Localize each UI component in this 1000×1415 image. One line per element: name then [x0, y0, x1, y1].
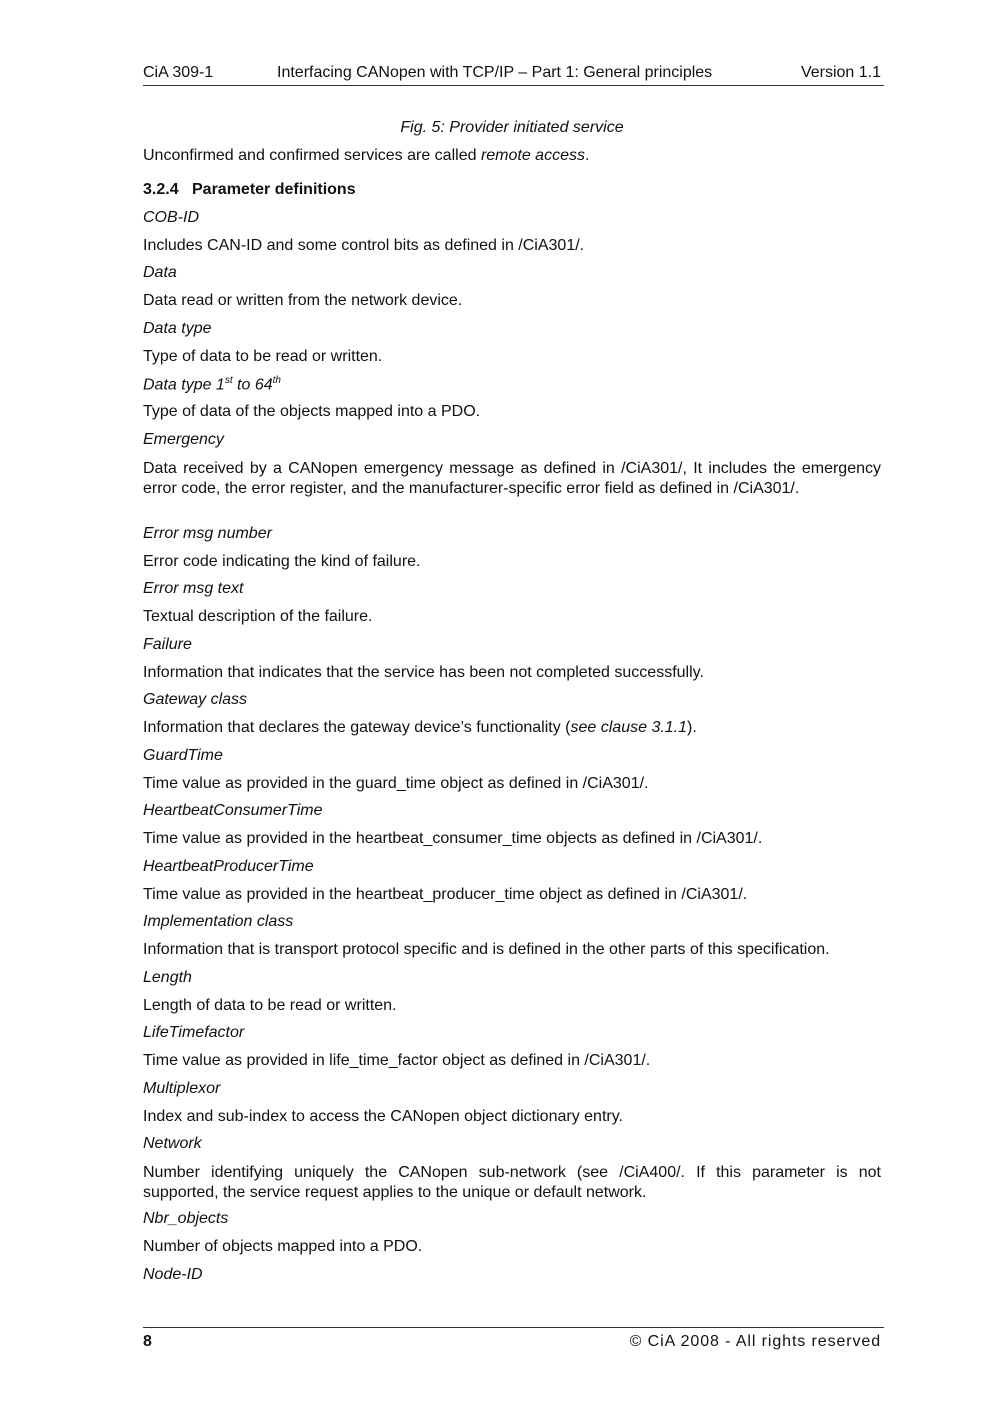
term-cob-id: COB-ID	[143, 209, 199, 226]
term-error-msg-number: Error msg number	[143, 525, 272, 542]
copyright-notice: © CiA 2008 - All rights reserved	[629, 1333, 881, 1350]
definition-guard-time: Time value as provided in the guard_time object as defined in /CiA301/.	[143, 775, 649, 792]
term-implementation-class: Implementation class	[143, 913, 294, 930]
definition-length: Length of data to be read or written.	[143, 997, 397, 1014]
section-title: Parameter definitions	[192, 181, 356, 198]
term-error-msg-text: Error msg text	[143, 580, 244, 597]
term-nbr-objects: Nbr_objects	[143, 1210, 229, 1227]
section-number: 3.2.4	[143, 181, 179, 198]
term-heartbeat-consumer-time: HeartbeatConsumerTime	[143, 802, 323, 819]
term-data-type-range: Data type 1st to 64th	[143, 375, 281, 394]
definition-heartbeat-producer-time: Time value as provided in the heartbeat_producer_time object as defined in /CiA301/.	[143, 886, 748, 903]
term-heartbeat-producer-time: HeartbeatProducerTime	[143, 858, 314, 875]
page-number: 8	[143, 1333, 152, 1350]
doc-title: Interfacing CANopen with TCP/IP – Part 1: General principles	[277, 64, 713, 81]
definition-failure: Information that indicates that the service has been not completed successfully.	[143, 664, 704, 681]
term-network: Network	[143, 1135, 202, 1152]
section-heading	[143, 181, 356, 199]
definition-cob-id: Includes CAN-ID and some control bits as defined in /CiA301/.	[143, 237, 585, 254]
term-length: Length	[143, 969, 192, 986]
figure-caption: Fig. 5: Provider initiated service	[400, 119, 624, 136]
definition-heartbeat-consumer-time: Time value as provided in the heartbeat_consumer_time objects as defined in /CiA301/.	[143, 830, 763, 847]
term-life-time-factor: LifeTimefactor	[143, 1024, 245, 1041]
definition-implementation-class: Information that is transport protocol specific and is defined in the other parts of this specification.	[143, 941, 830, 958]
definition-network: Number identifying uniquely the CANopen sub-network (see /CiA400/. If this parameter is not supported, the service request applies to the unique or default network.	[143, 1164, 881, 1201]
term-gateway-class: Gateway class	[143, 691, 248, 708]
doc-id: CiA 309-1	[143, 64, 214, 81]
term-data-type: Data type	[143, 320, 212, 337]
term-failure: Failure	[143, 636, 192, 653]
definition-data-type: Type of data to be read or written.	[143, 348, 383, 365]
intro-emphasis: remote access	[480, 147, 585, 164]
definition-data: Data read or written from the network device.	[143, 292, 463, 309]
definition-nbr-objects: Number of objects mapped into a PDO.	[143, 1238, 423, 1255]
definition-error-msg-number: Error code indicating the kind of failure.	[143, 553, 421, 570]
definition-error-msg-text: Textual description of the failure.	[143, 608, 373, 625]
term-node-id: Node-ID	[143, 1266, 203, 1283]
term-data: Data	[143, 264, 177, 281]
term-multiplexor: Multiplexor	[143, 1080, 221, 1097]
definition-multiplexor: Index and sub-index to access the CANopen object dictionary entry.	[143, 1108, 623, 1125]
intro-paragraph: Unconfirmed and confirmed services are called remote access.	[143, 147, 590, 164]
term-emergency: Emergency	[143, 431, 224, 448]
page-footer	[143, 1327, 884, 1352]
definition-data-type-range: Type of data of the objects mapped into a PDO.	[143, 403, 481, 420]
term-guard-time: GuardTime	[143, 747, 223, 764]
doc-version: Version 1.1	[800, 64, 881, 81]
definition-gateway-class: Information that declares the gateway device’s functionality (see clause 3.1.1).	[143, 719, 697, 736]
definition-emergency: Data received by a CANopen emergency message as defined in /CiA301/, It includes the emergency error code, the error register, and the manufacturer-specific error field as defined in /CiA301/.	[143, 460, 881, 497]
definition-life-time-factor: Time value as provided in life_time_factor object as defined in /CiA301/.	[143, 1052, 651, 1069]
page-header	[143, 63, 884, 86]
